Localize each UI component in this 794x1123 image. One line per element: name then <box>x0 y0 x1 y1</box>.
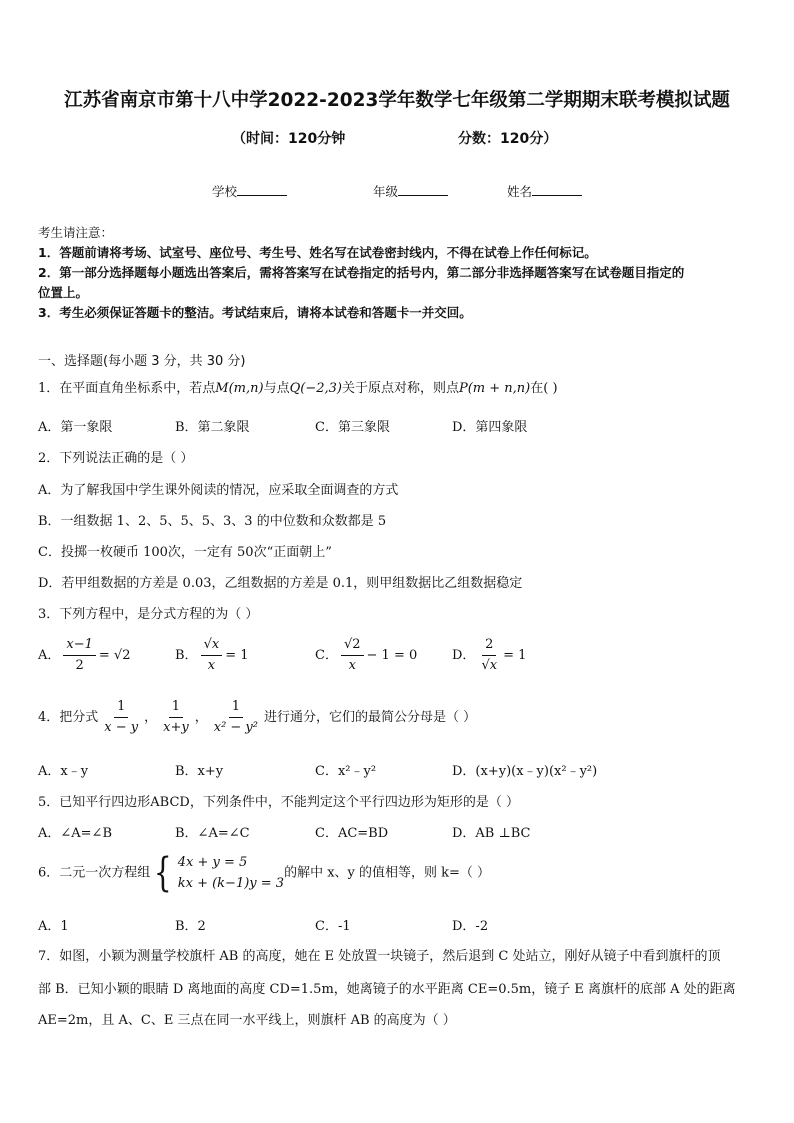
q1-text-post: 在( ) <box>530 381 558 396</box>
q3-d-numerator: 2 <box>482 637 496 656</box>
question-7-line-1: 7．如图，小颖为测量学校旗杆 AB 的高度，她在 E 处放置一块镜子，然后退到 C 处站立，刚好从镜子中看到旗杆的顶 <box>38 949 721 964</box>
question-5-stem: 5．已知平行四边形ABCD，下列条件中，不能判定这个平行四边形为矩形的是（ ） <box>38 795 519 810</box>
q3-c-rhs: − 1 = 0 <box>366 648 418 663</box>
q6-equation-1: 4x + y = 5 <box>177 855 248 870</box>
system-brace-icon: { <box>154 850 172 896</box>
notice-heading: 考生请注意： <box>38 225 114 240</box>
q3-option-c[interactable] <box>315 637 417 674</box>
grade-blank[interactable] <box>398 183 448 196</box>
q3-d-rhs: = 1 <box>503 648 527 663</box>
q1-text-mid2: 关于原点对称，则点 <box>341 381 459 396</box>
q4-f3-numerator: 1 <box>229 699 243 718</box>
grade-field <box>373 182 448 200</box>
q4-fraction-2 <box>160 699 192 736</box>
q3-a-fraction <box>63 637 96 674</box>
q5-option-a[interactable]: A．∠A=∠B <box>38 826 113 841</box>
question-7-line-3: AE=2m，且 A、C、E 三点在同一水平线上，则旗杆 AB 的高度为（ ） <box>38 1013 456 1028</box>
q3-d-fraction <box>478 637 500 674</box>
q3-c-numerator: √2 <box>341 637 364 656</box>
section-heading: 一、选择题(每小题 3 分，共 30 分) <box>38 354 246 369</box>
q6-option-d[interactable]: D．-2 <box>452 919 489 934</box>
total-score: 分数：120分） <box>458 131 558 147</box>
notice-item-2a: 2．第一部分选择题每小题选出答案后，需将答案写在试卷指定的括号内，第二部分非选择题答案写在试卷题目指定的 <box>38 265 685 280</box>
q5-option-d[interactable]: D．AB ⊥BC <box>452 826 531 841</box>
q4-f3-denominator: x² − y² <box>213 720 258 735</box>
q4-f2-numerator: 1 <box>169 699 183 718</box>
q4-separator-2: ， <box>194 710 208 725</box>
q3-option-a[interactable] <box>38 637 130 674</box>
school-field <box>212 182 287 200</box>
q3-b-fraction <box>201 637 223 674</box>
notice-item-3: 3．考生必须保证答题卡的整洁。考试结束后，请将本试卷和答题卡一并交回。 <box>38 305 472 320</box>
q1-option-c[interactable]: C．第三象限 <box>315 420 390 435</box>
name-blank[interactable] <box>532 183 582 196</box>
q4-text-post: 进行通分，它们的最简公分母是（ ） <box>264 710 477 725</box>
q3-c-fraction <box>341 637 364 674</box>
question-2-stem: 2．下列说法正确的是（ ） <box>38 451 194 466</box>
q3-c-denominator: x <box>348 658 356 673</box>
q4-option-a[interactable]: A．x﹣y <box>38 764 89 779</box>
q4-fraction-1 <box>101 699 141 736</box>
q6-text-post: 的解中 x、y 的值相等，则 k=（ ） <box>284 865 491 881</box>
question-6-stem <box>38 852 490 894</box>
q3-a-denominator: 2 <box>75 658 84 673</box>
question-1-stem <box>38 377 558 396</box>
q1-option-b[interactable]: B．第二象限 <box>175 420 250 435</box>
q1-option-d[interactable]: D．第四象限 <box>452 420 528 435</box>
q3-option-b[interactable] <box>175 637 248 674</box>
q3-a-numerator: x−1 <box>63 637 96 656</box>
question-4-stem <box>38 699 476 736</box>
q2-option-a[interactable]: A．为了解我国中学生课外阅读的情况，应采取全面调查的方式 <box>38 483 399 498</box>
q3-b-rhs: = 1 <box>225 648 249 663</box>
time-limit: （时间：120分钟 <box>232 131 346 147</box>
q5-option-c[interactable]: C．AC=BD <box>315 826 389 841</box>
exam-title: 江苏省南京市第十八中学2022-2023学年数学七年级第二学期期末联考模拟试题 <box>64 90 730 111</box>
q4-option-d[interactable]: D．(x+y)(x﹣y)(x²﹣y²) <box>452 764 598 779</box>
q3-d-label: D． <box>452 648 476 663</box>
q2-option-d[interactable]: D．若甲组数据的方差是 0.03，乙组数据的方差是 0.1，则甲组数据比乙组数据稳定 <box>38 576 523 591</box>
q5-option-b[interactable]: B．∠A=∠C <box>175 826 250 841</box>
q3-b-denominator: x <box>207 658 216 673</box>
q6-text-pre: 6．二元一次方程组 <box>38 865 151 881</box>
q3-a-rhs: = √2 <box>98 648 131 663</box>
grade-label: 年级 <box>373 184 399 199</box>
q3-b-numerator: √x <box>201 637 223 656</box>
q3-d-denominator: √x <box>481 658 498 673</box>
q4-option-b[interactable]: B．x+y <box>175 764 224 779</box>
question-3-stem: 3．下列方程中，是分式方程的为（ ） <box>38 607 259 622</box>
q1-point-m: M(m,n) <box>215 381 264 396</box>
q3-b-label: B． <box>175 648 198 663</box>
question-7-line-2: 部 B．已知小颖的眼睛 D 离地面的高度 CD=1.5m，她离镜子的水平距离 CE=0.5m，镜子 E 离旗杆的底部 A 处的距离 <box>38 982 736 997</box>
notice-item-2b: 位置上。 <box>38 285 89 300</box>
q6-option-b[interactable]: B．2 <box>175 919 206 934</box>
q1-option-a[interactable]: A．第一象限 <box>38 420 113 435</box>
q1-text-mid1: 与点 <box>263 381 290 396</box>
q3-c-label: C． <box>315 648 338 663</box>
q4-option-c[interactable]: C．x²﹣y² <box>315 764 377 779</box>
q1-text-pre: 1．在平面直角坐标系中，若点 <box>38 381 216 396</box>
exam-notice <box>38 223 763 323</box>
q6-option-c[interactable]: C．-1 <box>315 919 351 934</box>
q4-f1-denominator: x − y <box>104 720 139 735</box>
name-field <box>507 182 582 200</box>
q6-equation-system <box>150 852 284 894</box>
q4-separator-1: ， <box>144 710 158 725</box>
q4-f1-numerator: 1 <box>114 699 128 718</box>
q3-a-label: A． <box>38 648 61 663</box>
q1-point-p: P(m + n,n) <box>458 381 531 396</box>
q4-fraction-3 <box>211 699 261 736</box>
notice-item-1: 1．答题前请将考场、试室号、座位号、考生号、姓名写在试卷密封线内，不得在试卷上作任何标记。 <box>38 245 597 260</box>
q1-point-q: Q(−2,3) <box>289 381 342 396</box>
q3-option-d[interactable] <box>452 637 526 674</box>
name-label: 姓名 <box>507 184 533 199</box>
school-label: 学校 <box>212 184 238 199</box>
q4-f2-denominator: x+y <box>163 720 189 735</box>
q2-option-c[interactable]: C．投掷一枚硬币 100次，一定有 50次“正面朝上” <box>38 545 332 560</box>
q2-option-b[interactable]: B．一组数据 1、2、5、5、5、3、3 的中位数和众数都是 5 <box>38 514 387 529</box>
q6-option-a[interactable]: A．1 <box>38 919 69 934</box>
q6-equation-2: kx + (k−1)y = 3 <box>177 876 285 891</box>
school-blank[interactable] <box>237 183 287 196</box>
q4-text-pre: 4．把分式 <box>38 710 99 725</box>
